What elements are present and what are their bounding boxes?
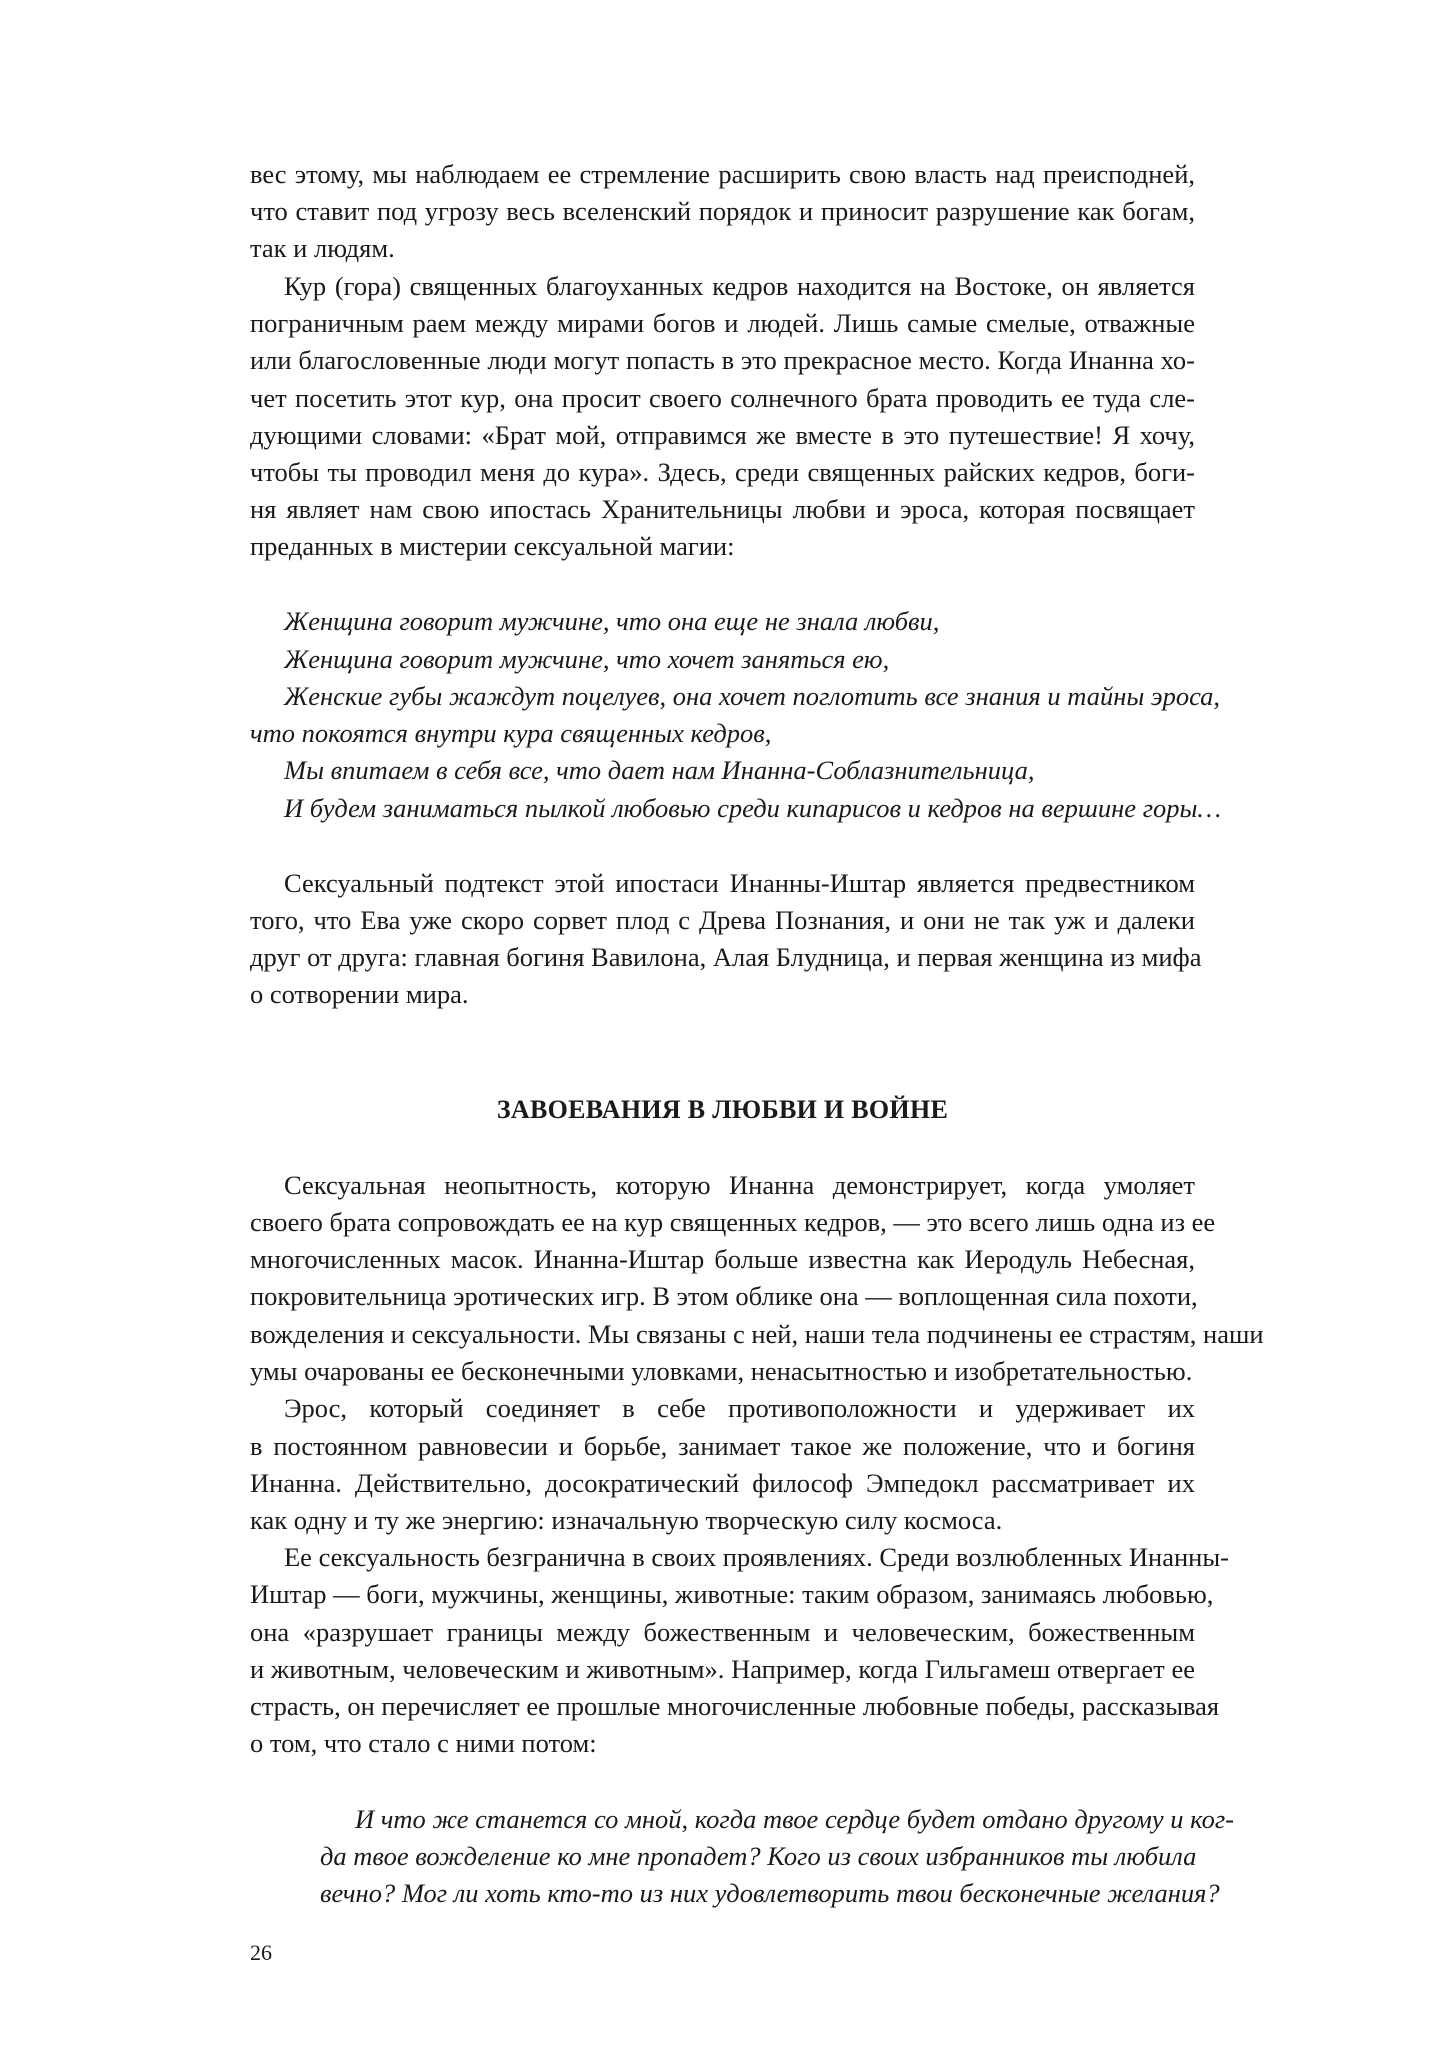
text-line: Сексуальная неопытность, которую Инанна демонстрирует, когда умоляет bbox=[284, 1170, 1195, 1200]
poem-line: Женщина говорит мужчине, что она еще не знала любви, bbox=[284, 606, 940, 636]
poem-line: И будем заниматься пылкой любовью среди кипарисов и кедров на вершине горы… bbox=[284, 793, 1222, 823]
quote-line: да твое вожделение ко мне пропадет? Кого из своих избранников ты любила bbox=[320, 1841, 1197, 1871]
text-line: пограничным раем между мирами богов и людей. Лишь самые смелые, отважные bbox=[250, 308, 1195, 338]
page-number: 26 bbox=[250, 1940, 272, 1965]
text-line: и животным, человеческим и животным». Например, когда Гильгамеш отвергает ее bbox=[250, 1654, 1195, 1684]
text-line: многочисленных масок. Инанна-Иштар больше известна как Иеродуль Небесная, bbox=[250, 1244, 1195, 1274]
text-line: вожделения и сексуальности. Мы связаны с ней, наши тела подчинены ее страстям, наши bbox=[250, 1319, 1264, 1349]
text-line: вес этому, мы наблюдаем ее стремление расширить свою власть над преисподней, bbox=[250, 159, 1195, 189]
text-line: Кур (гора) священных благоуханных кедров находится на Востоке, он является bbox=[284, 271, 1195, 301]
text-line: или благословенные люди могут попасть в это прекрасное место. Когда Инанна хо- bbox=[250, 345, 1195, 375]
text-line: Ее сексуальность безгранична в своих проявлениях. Среди возлюбленных Инанны- bbox=[284, 1542, 1229, 1572]
text-line: что ставит под угрозу весь вселенский порядок и приносит разрушение как богам, bbox=[250, 196, 1195, 226]
text-line: своего брата сопровождать ее на кур священных кедров, — это всего лишь одна из ее bbox=[250, 1207, 1216, 1237]
text-line: чтобы ты проводил меня до кура». Здесь, среди священных райских кедров, боги- bbox=[250, 457, 1195, 487]
text-line: дующими словами: «Брат мой, отправимся же вместе в это путешествие! Я хочу, bbox=[250, 420, 1195, 450]
text-line: в постоянном равновесии и борьбе, занимает такое же положение, что и богиня bbox=[250, 1431, 1195, 1461]
text-line: покровительница эротических игр. В этом облике она — воплощенная сила похоти, bbox=[250, 1281, 1198, 1311]
section-heading: ЗАВОЕВАНИЯ В ЛЮБВИ И ВОЙНЕ bbox=[496, 1095, 949, 1124]
text-line: друг от друга: главная богиня Вавилона, Алая Блудница, и первая женщина из мифа bbox=[250, 942, 1202, 972]
text-line: умы очарованы ее бесконечными уловками, ненасытностью и изобретательностью. bbox=[250, 1356, 1193, 1386]
text-line: чет посетить этот кур, она просит своего солнечного брата проводить ее туда сле- bbox=[250, 383, 1195, 413]
text-line: Сексуальный подтекст этой ипостаси Инанны-Иштар является предвестником bbox=[284, 868, 1195, 898]
text-line: о сотворении мира. bbox=[250, 979, 469, 1009]
text-line: Эрос, который соединяет в себе противоположности и удерживает их bbox=[284, 1393, 1195, 1423]
poem-line: Мы впитаем в себя все, что дает нам Инанна-Соблазнительница, bbox=[284, 755, 1035, 785]
poem-line: что покоятся внутри кура священных кедров, bbox=[250, 718, 772, 748]
poem-line: Женщина говорит мужчине, что хочет заняться ею, bbox=[284, 644, 890, 674]
text-line: страсть, он перечисляет ее прошлые многочисленные любовные победы, рассказывая bbox=[250, 1691, 1220, 1721]
text-line: того, что Ева уже скоро сорвет плод с Древа Познания, и они не так уж и далеки bbox=[250, 905, 1195, 935]
text-line: она «разрушает границы между божественным и человеческим, божественным bbox=[250, 1617, 1195, 1647]
text-line: так и людям. bbox=[250, 233, 395, 263]
text-line: преданных в мистерии сексуальной магии: bbox=[250, 531, 735, 561]
text-line: Иштар — боги, мужчины, женщины, животные: таким образом, занимаясь любовью, bbox=[250, 1579, 1214, 1609]
text-line: ня являет нам свою ипостась Хранительницы любви и эроса, которая посвящает bbox=[250, 494, 1195, 524]
poem-line: Женские губы жаждут поцелуев, она хочет поглотить все знания и тайны эроса, bbox=[284, 681, 1221, 711]
text-line: Инанна. Действительно, досократический философ Эмпедокл рассматривает их bbox=[250, 1468, 1195, 1498]
quote-line: И что же станется со мной, когда твое сердце будет отдано другому и ког- bbox=[355, 1804, 1234, 1834]
text-line: как одну и ту же энергию: изначальную творческую силу космоса. bbox=[250, 1505, 1003, 1535]
quote-line: вечно? Мог ли хоть кто-то из них удовлетворить твои бесконечные желания? bbox=[320, 1878, 1220, 1908]
text-line: о том, что стало с ними потом: bbox=[250, 1728, 597, 1758]
